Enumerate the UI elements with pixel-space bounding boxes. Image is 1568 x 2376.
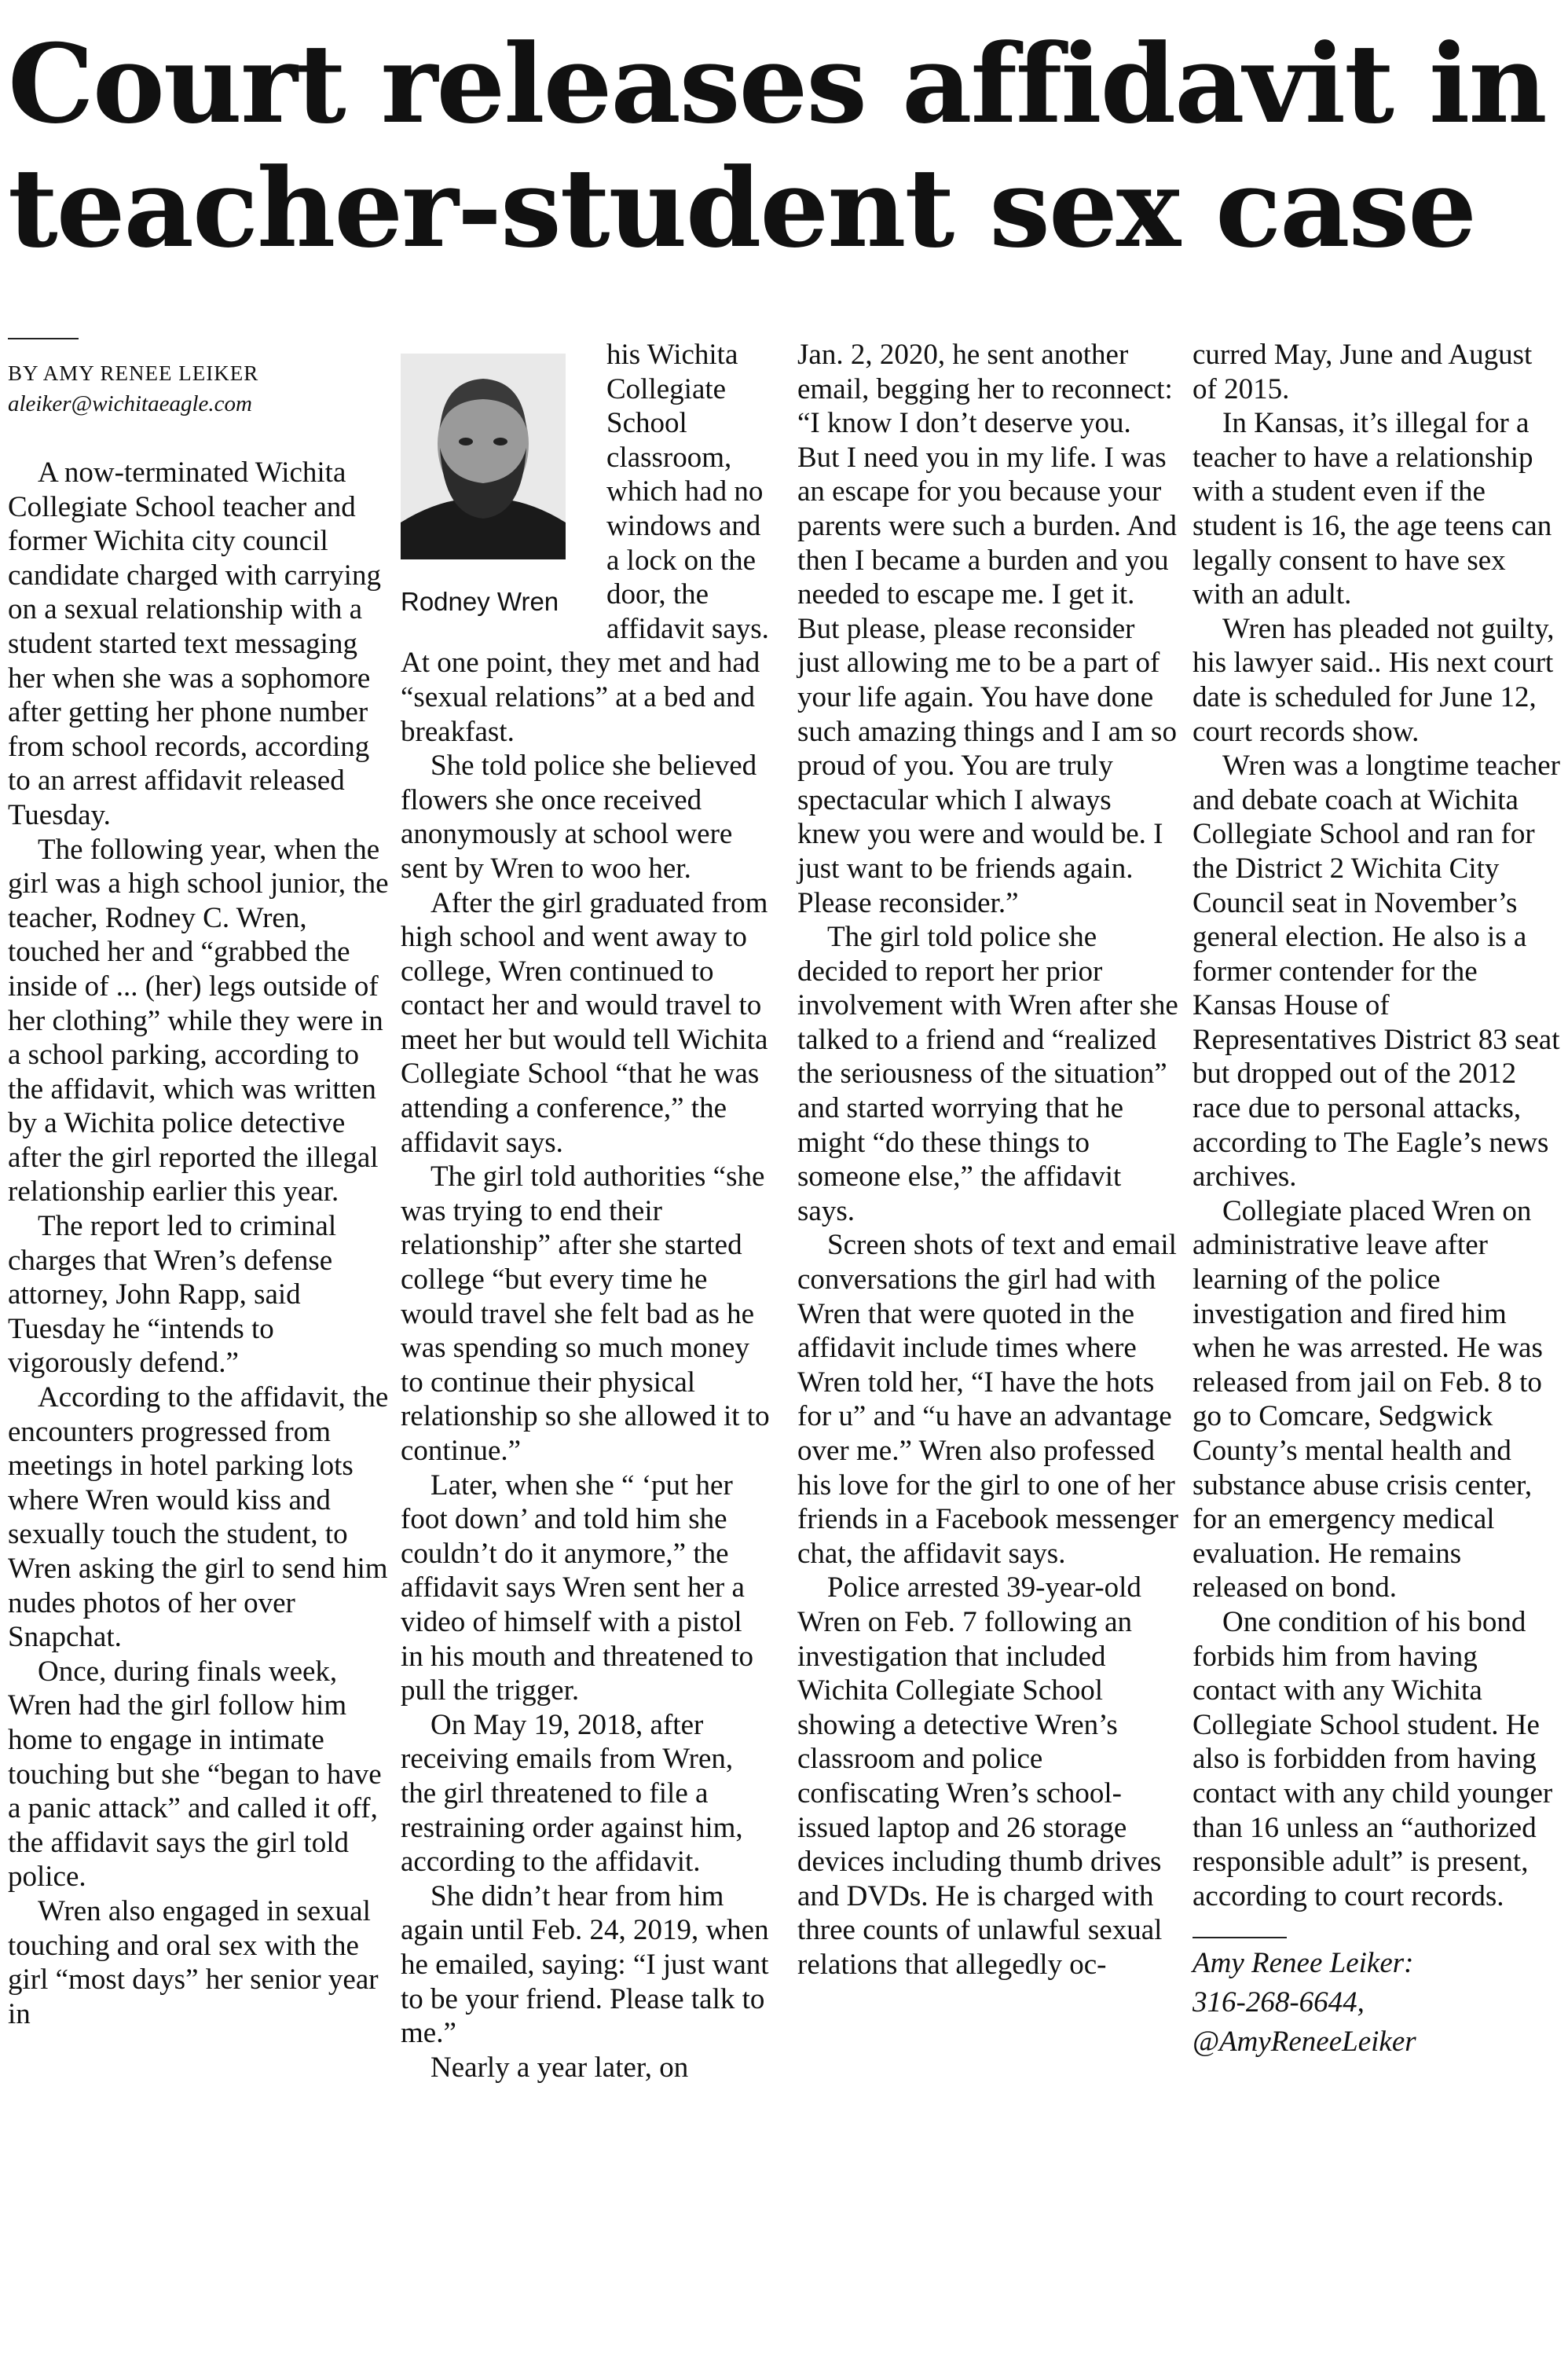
byline-email: aleiker@wichitaeagle.com xyxy=(8,391,252,416)
signoff-rule xyxy=(1192,1937,1287,1938)
paragraph: After the girl graduated from high school and went away to college, Wren continued to contact her and would travel to meet her but would tell Wichita Collegiate School “that he was attending a conference,” the affidavit says. xyxy=(401,886,768,1159)
signoff-name: Amy Renee Leiker: xyxy=(1192,1947,1414,1980)
paragraph: Wren has pleaded not guilty, his lawyer said.. His next court date is scheduled for June 12, court records show. xyxy=(1192,612,1555,748)
headline: Court releases affidavit in teacher-student sex case xyxy=(8,20,1546,272)
paragraph: Wren also engaged in sexual touching and oral sex with the girl “most days” her senior year in xyxy=(8,1894,379,2030)
paragraph: Once, during finals week, Wren had the girl follow him home to engage in intimate touching but she “began to have a panic attack” and called it off, the affidavit says the girl told police. xyxy=(8,1655,382,1894)
paragraph: Collegiate placed Wren on administrative leave after learning of the police investigation and fired him when he was arrested. He was released from jail on Feb. 8 to go to Comcare, Sedgwick County’s mental health and substance abuse crisis center, for an emergency medical evaluation. He remains released on bond. xyxy=(1192,1194,1543,1604)
paragraph: The following year, when the girl was a high school junior, the teacher, Rodney C. Wren, touched her and “grabbed the inside of ... (her) legs outside of her clothing” while they were in a school parking, according to the affidavit, which was written by a Wichita police detective after the girl reported the illegal relationship earlier this year. xyxy=(8,833,389,1208)
paragraph: A now-terminated Wichita Collegiate School teacher and former Wichita city council candidate charged with carrying on a sexual relationship with a student started text messaging her when she was a sophomore after getting her phone number from school records, according to an arrest affidavit released Tuesday. xyxy=(8,456,381,831)
paragraph: In Kansas, it’s illegal for a teacher to have a relationship with a student even if the student is 16, the age teens can legally consent to have sex with an adult. xyxy=(1192,407,1552,611)
column-3 xyxy=(797,338,1178,1982)
paragraph: She didn’t hear from him again until Feb. 24, 2019, when he emailed, saying: “I just want to be your friend. Please talk to me.” xyxy=(401,1879,769,2050)
paragraph: curred May, June and August of 2015. xyxy=(1192,339,1533,405)
byline: BY AMY RENEE LEIKER xyxy=(8,361,259,385)
photo-block xyxy=(401,354,589,618)
paragraph: Jan. 2, 2020, he sent another email, begging her to reconnect: “I know I don’t deserve you. But I need you in my life. I was an escape for you because your parents were such a burden. And then I became a burden and you needed to escape me. I get it. But please, please reconsider just allowing me to be a part of your life again. You have done such amazing things and I am so proud of you. You are truly spectacular which I always knew you were and would be. I just want to be friends again. Please reconsider.” xyxy=(797,339,1177,919)
paragraph: Police arrested 39-year-old Wren on Feb. 7 following an investigation that included Wichita Collegiate School showing a detective Wren’s classroom and police confiscating Wren’s school-issued laptop and 26 storage devices including thumb drives and DVDs. He is charged with three counts of unlawful sexual relations that allegedly oc- xyxy=(797,1571,1163,1981)
column-4 xyxy=(1192,338,1562,2059)
paragraph: The girl told authorities “she was trying to end their relationship” after she started college “but every time he would travel she felt bad as he was spending so much money to continue their physical relationship so she allowed it to continue.” xyxy=(401,1160,770,1467)
paragraph: According to the affidavit, the encounters progressed from meetings in hotel parking lots where Wren would kiss and sexually touch the student, to Wren asking the girl to send him nudes photos of her over Snapchat. xyxy=(8,1381,389,1654)
paragraph: Later, when she “ ‘put her foot down’ and told him she couldn’t do it anymore,” the affidavit says Wren sent her a video of himself with a pistol in his mouth and threatened to pull the trigger. xyxy=(401,1468,754,1707)
paragraph: Screen shots of text and email conversations the girl had with Wren that were quoted in the affidavit include times where Wren told her, “I have the hots for u” and “u have an advantage over me.” Wren also professed his love for the girl to one of her friends in a Facebook messenger chat, the affidavit says. xyxy=(797,1229,1178,1570)
paragraph: Nearly a year later, on xyxy=(430,2051,689,2084)
paragraph: The report led to criminal charges that Wren’s defense attorney, John Rapp, said Tuesday he “intends to vigorously defend.” xyxy=(8,1210,337,1380)
paragraph: On May 19, 2018, after receiving emails from Wren, the girl threatened to file a restraining order against him, according to the affidavit. xyxy=(401,1708,743,1879)
paragraph: One condition of his bond forbids him from having contact with any Wichita Collegiate School student. He also is forbidden from having contact with any child younger than 16 unless an “authorized responsible adult” is present, according to court records. xyxy=(1192,1605,1553,1912)
paragraph: his Wichita Collegiate School classroom, which had no windows and a lock on the door, the affidavit says. At one point, they met and had “sexual relations” at a bed and breakfast. xyxy=(401,339,769,748)
photo-caption: Rodney Wren xyxy=(401,587,559,616)
paragraph: She told police she believed flowers she once received anonymously at school were sent by Wren to woo her. xyxy=(401,750,757,885)
portrait-photo xyxy=(401,354,566,559)
signoff-phone: 316-268-6644, xyxy=(1192,1986,1365,2018)
column-2 xyxy=(401,338,770,2084)
paragraph: Wren was a longtime teacher and debate coach at Wichita Collegiate School and ran for the District 2 Wichita City Council seat in November’s general election. He also is a former contender for the Kansas House of Representatives District 83 seat but dropped out of the 2012 race due to personal attacks, according to The Eagle’s news archives. xyxy=(1192,750,1560,1194)
paragraph: The girl told police she decided to report her prior involvement with Wren after she talked to a friend and “realized the seriousness of the situation” and started worrying that he might “do these things to someone else,” the affidavit says. xyxy=(797,921,1178,1227)
byline-rule xyxy=(8,338,79,339)
signoff-handle: @AmyReneeLeiker xyxy=(1192,2025,1416,2058)
column-1 xyxy=(8,338,393,2031)
